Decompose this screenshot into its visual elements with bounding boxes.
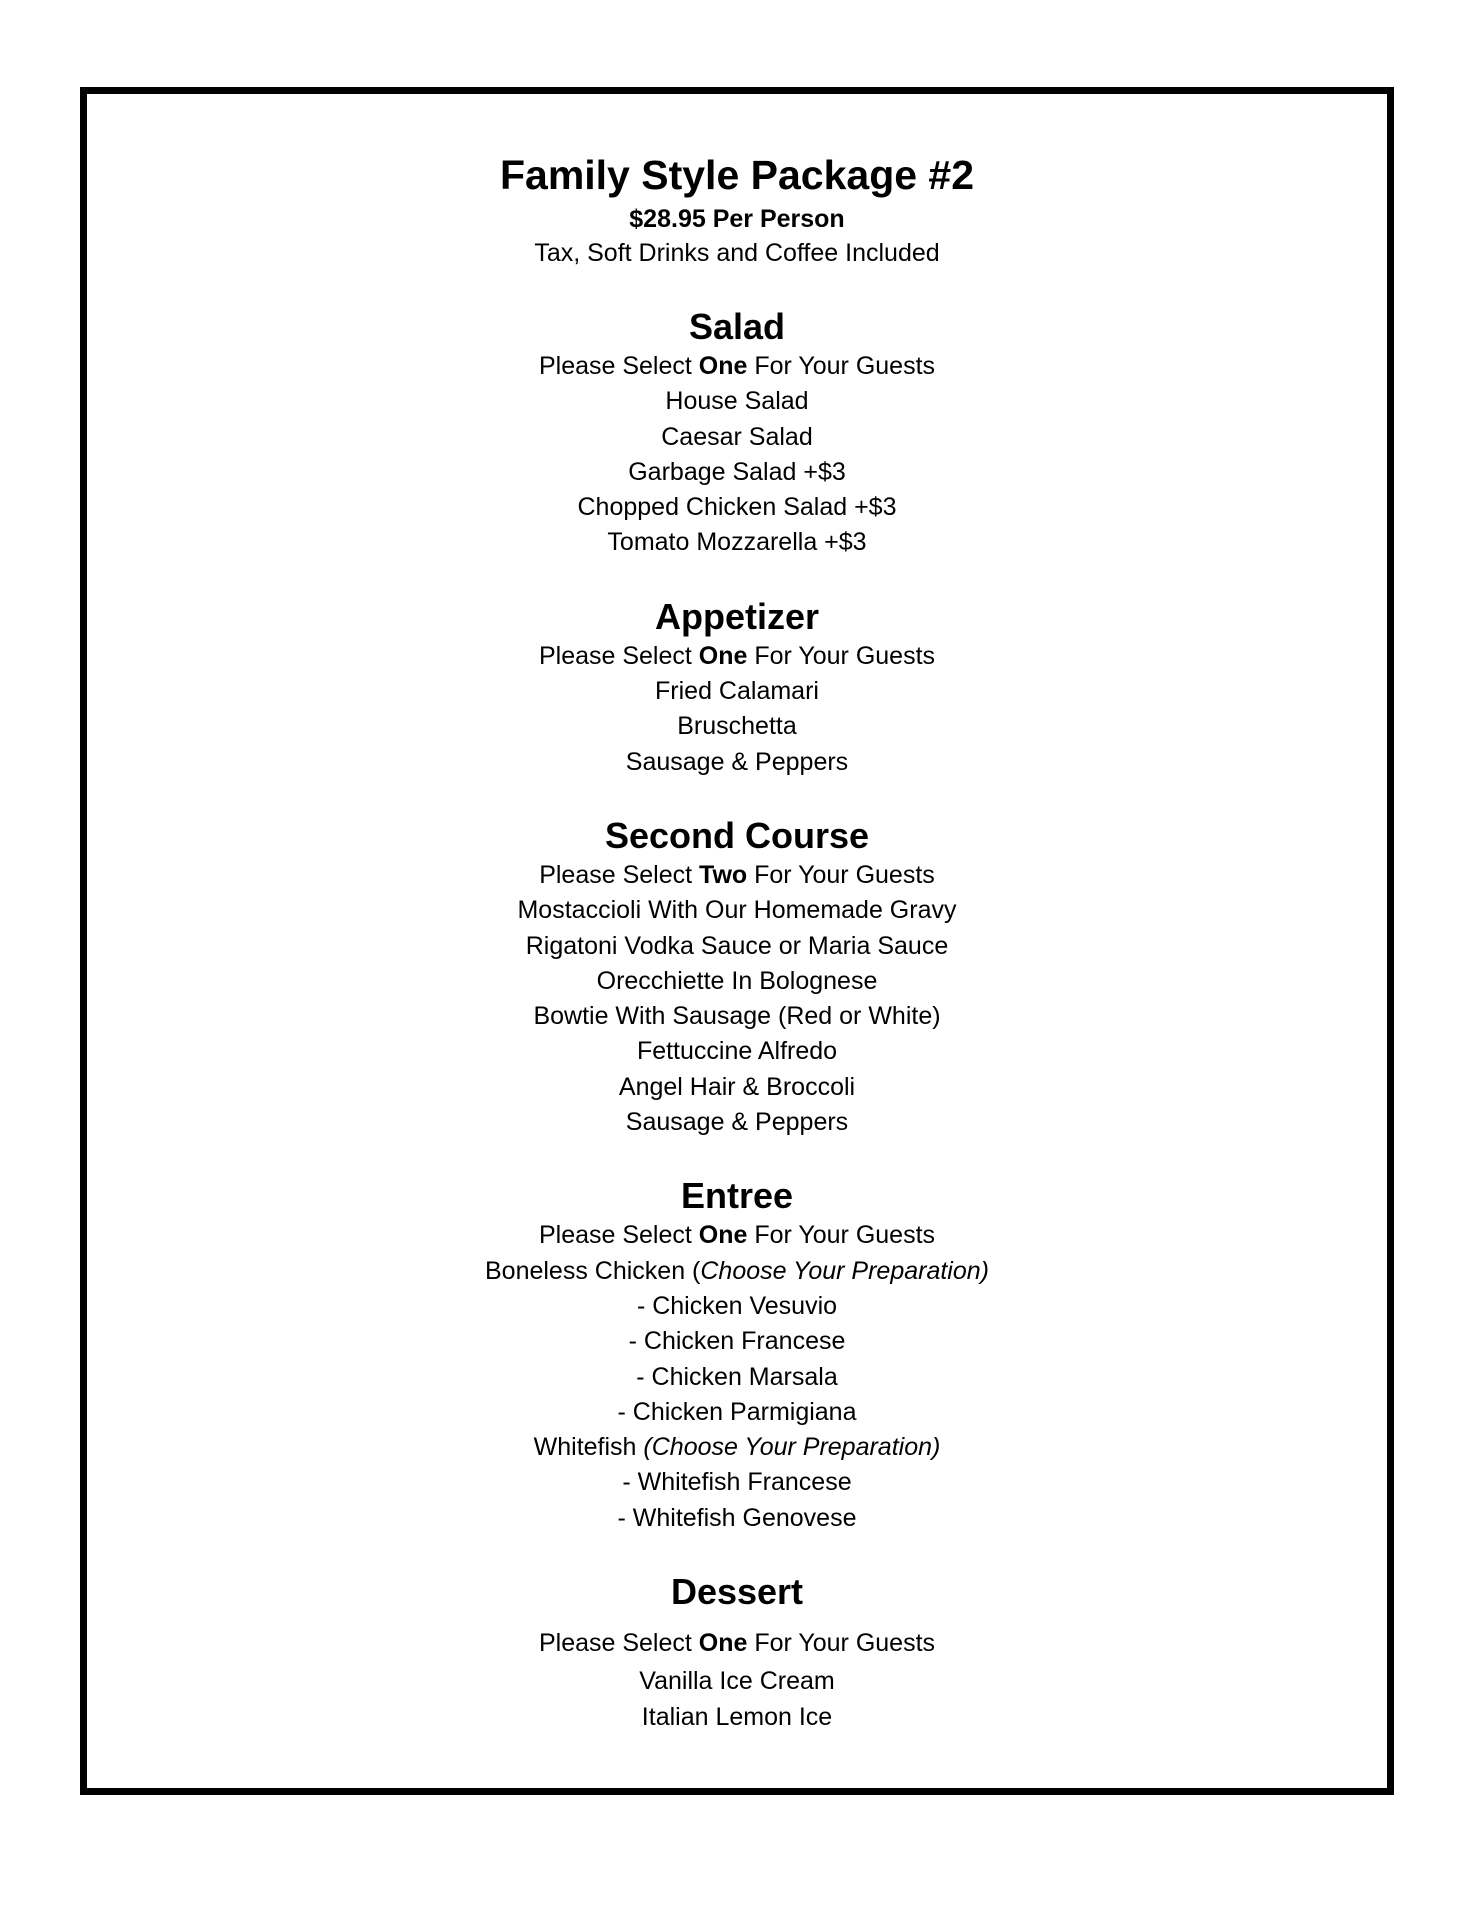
select-suffix: For Your Guests — [747, 641, 936, 670]
menu-item: Garbage Salad +$3 — [628, 457, 846, 486]
select-instruction — [87, 1626, 1387, 1661]
select-count: One — [698, 1629, 748, 1658]
section-title-appetizer: Appetizer — [654, 595, 820, 637]
section-title-second-course: Second Course — [604, 814, 870, 856]
whitefish-label: Whitefish — [533, 1433, 644, 1462]
section-title-dessert: Dessert — [670, 1571, 804, 1613]
select-count: One — [698, 1221, 748, 1250]
chicken-preparation-note: Choose Your Preparation) — [700, 1256, 989, 1285]
menu-suboption: - Whitefish Francese — [622, 1468, 852, 1497]
select-prefix: Please Select — [538, 352, 699, 380]
select-prefix: Please Select — [538, 1629, 699, 1658]
menu-item: Mostaccioli With Our Homemade Gravy — [517, 896, 957, 925]
menu-suboption: - Whitefish Genovese — [617, 1503, 857, 1532]
menu-item: Sausage & Peppers — [625, 1108, 849, 1137]
menu-item: Rigatoni Vodka Sauce or Maria Sauce — [525, 931, 949, 960]
select-instruction — [87, 1218, 1387, 1253]
chicken-label: Boneless Chicken ( — [484, 1256, 701, 1285]
menu-item: Caesar Salad — [661, 422, 813, 451]
menu-item: Sausage & Peppers — [625, 747, 849, 776]
menu-item: Orecchiette In Bolognese — [596, 966, 878, 995]
select-suffix: For Your Guests — [747, 860, 935, 889]
select-instruction — [87, 639, 1387, 674]
menu-content — [87, 151, 1387, 1735]
select-instruction — [87, 858, 1387, 893]
select-instruction — [87, 349, 1387, 384]
select-suffix: For Your Guests — [747, 352, 936, 380]
menu-item: Fettuccine Alfredo — [636, 1037, 838, 1066]
section-title-salad: Salad — [688, 306, 786, 347]
menu-item: Bowtie With Sausage (Red or White) — [533, 1002, 941, 1031]
select-count: One — [698, 641, 748, 670]
menu-border — [80, 87, 1394, 1795]
select-suffix: For Your Guests — [747, 1629, 936, 1658]
section-second-course — [87, 816, 1387, 1140]
menu-suboption: - Chicken Francese — [628, 1327, 846, 1356]
section-title-entree: Entree — [680, 1175, 794, 1217]
menu-item-whitefish — [87, 1430, 1387, 1465]
section-salad — [87, 307, 1387, 561]
menu-item: Chopped Chicken Salad +$3 — [577, 493, 897, 522]
select-count: One — [698, 352, 748, 380]
menu-item-chicken — [87, 1254, 1387, 1289]
menu-item: House Salad — [665, 387, 809, 416]
section-appetizer — [87, 597, 1387, 780]
menu-item: Vanilla Ice Cream — [639, 1667, 835, 1696]
select-prefix: Please Select — [538, 1221, 699, 1250]
menu-suboption: - Chicken Marsala — [636, 1362, 838, 1391]
section-dessert — [87, 1572, 1387, 1735]
whitefish-preparation-note: (Choose Your Preparation) — [643, 1433, 941, 1462]
select-prefix: Please Select — [539, 860, 700, 889]
menu-item: Angel Hair & Broccoli — [618, 1072, 856, 1101]
menu-title: Family Style Package #2 — [499, 152, 975, 198]
select-count: Two — [699, 860, 748, 889]
menu-suboption: - Chicken Vesuvio — [636, 1291, 838, 1320]
menu-suboption: - Chicken Parmigiana — [617, 1397, 857, 1426]
menu-item: Fried Calamari — [655, 677, 819, 706]
included-note: Tax, Soft Drinks and Coffee Included — [534, 239, 940, 267]
select-prefix: Please Select — [538, 641, 699, 670]
menu-item: Tomato Mozzarella +$3 — [607, 528, 867, 557]
select-suffix: For Your Guests — [747, 1221, 936, 1250]
menu-item: Italian Lemon Ice — [641, 1702, 833, 1731]
price-per-person: $28.95 Per Person — [629, 205, 845, 233]
section-entree — [87, 1176, 1387, 1536]
menu-item: Bruschetta — [677, 712, 797, 741]
